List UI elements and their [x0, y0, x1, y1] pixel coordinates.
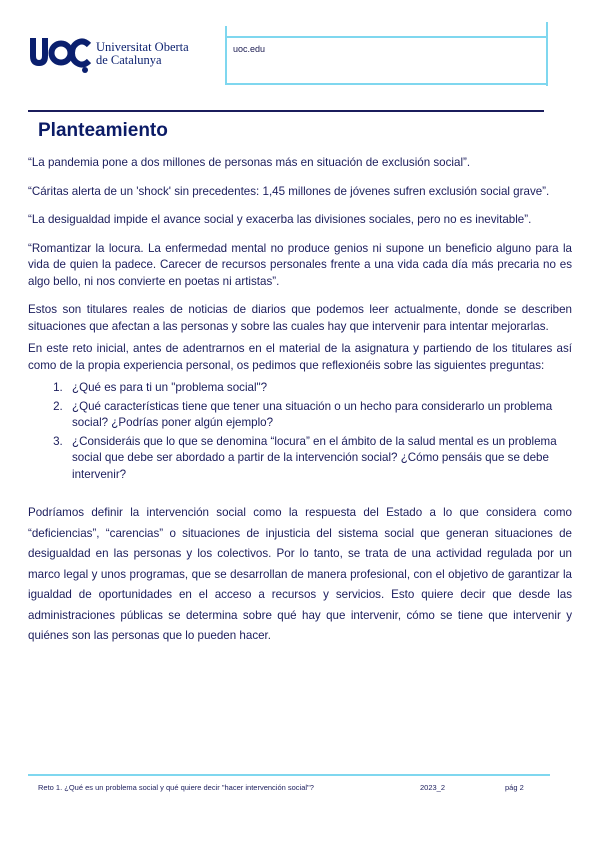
header-url[interactable]: uoc.edu [233, 44, 266, 54]
footer-title: Reto 1. ¿Qué es un problema social y qué quiere decir "hacer intervención social"? [38, 783, 314, 792]
page-header [0, 0, 600, 100]
question-item: 1. ¿Qué es para ti un "problema social"? [66, 380, 572, 397]
headline-3: “La desigualdad impide el avance social y exacerba las divisiones sociales, pero no es inevitable”. [28, 213, 532, 226]
intro-paragraph: Estos son titulares reales de noticias de diarios que podemos leer actualmente, donde se describen situaciones que afectan a las personas y sobre las cuales hay que intervenir para intentar mejorarlas. [28, 303, 572, 333]
university-name-line1: Universitat Oberta [96, 40, 189, 54]
intervention-paragraph: Podríamos definir la intervención social como la respuesta del Estado a lo que considera como “deficiencias”, “carencias” o situaciones de injusticia del sistema social que generan situaciones de desigualdad en las personas y los colectivos. Por lo tanto, se trata de una actividad regulada por un marco legal y unos programas, que se desarrollan de manera profesional, con el objetivo de garantizar la igualdad de oportunidades en el acceso a recursos y servicios. Esto quiere decir que desde las administraciones públicas se determina sobre qué hay que intervenir, cómo se tiene que intervenir y quiénes son las personas que lo pueden hacer. [28, 506, 572, 642]
question-item: 2. ¿Qué características tiene que tener una situación o un hecho para considerarlo un problema social? ¿Podrías poner algún ejemplo? [66, 399, 572, 432]
footer-semester: 2023_2 [420, 783, 446, 792]
uoc-logo-icon [28, 36, 92, 74]
footer-line [28, 774, 550, 776]
question-list [28, 380, 572, 483]
footer-page-number: pág 2 [505, 783, 524, 792]
page-title: Planteamiento [38, 120, 168, 141]
title-rule [28, 110, 544, 112]
headline-2: “Cáritas alerta de un 'shock' sin precedentes: 1,45 millones de jóvenes sufren exclusión social grave”. [28, 184, 550, 198]
university-name-line2: de Catalunya [96, 53, 162, 67]
main-content [28, 155, 572, 659]
headline-1: “La pandemia pone a dos millones de personas más en situación de exclusión social”. [28, 156, 471, 169]
header-divider-right [546, 22, 548, 86]
question-item: 3. ¿Consideráis que lo que se denomina “locura” en el ámbito de la salud mental es un problema social que debe ser abordado a partir de la intervención social? ¿Cómo pensáis que se debe intervenir? [66, 434, 572, 484]
question-intro: En este reto inicial, antes de adentrarnos en el material de la asignatura y partiendo de los titulares así como de la propia experiencia personal, os pedimos que reflexionéis sobre las siguientes preguntas: [28, 342, 572, 372]
header-top-line [225, 36, 547, 38]
header-divider-left [225, 26, 227, 84]
university-name [96, 41, 189, 67]
header-bottom-line [225, 83, 547, 85]
headline-4: “Romantizar la locura. La enfermedad mental no produce genios ni supone un beneficio alguno para la vida de quien la padece. Carecer de recursos personales frente a una vida cada día más precaria no es algo bello, ni nos convierte en poetas ni artistas”. [28, 241, 572, 288]
